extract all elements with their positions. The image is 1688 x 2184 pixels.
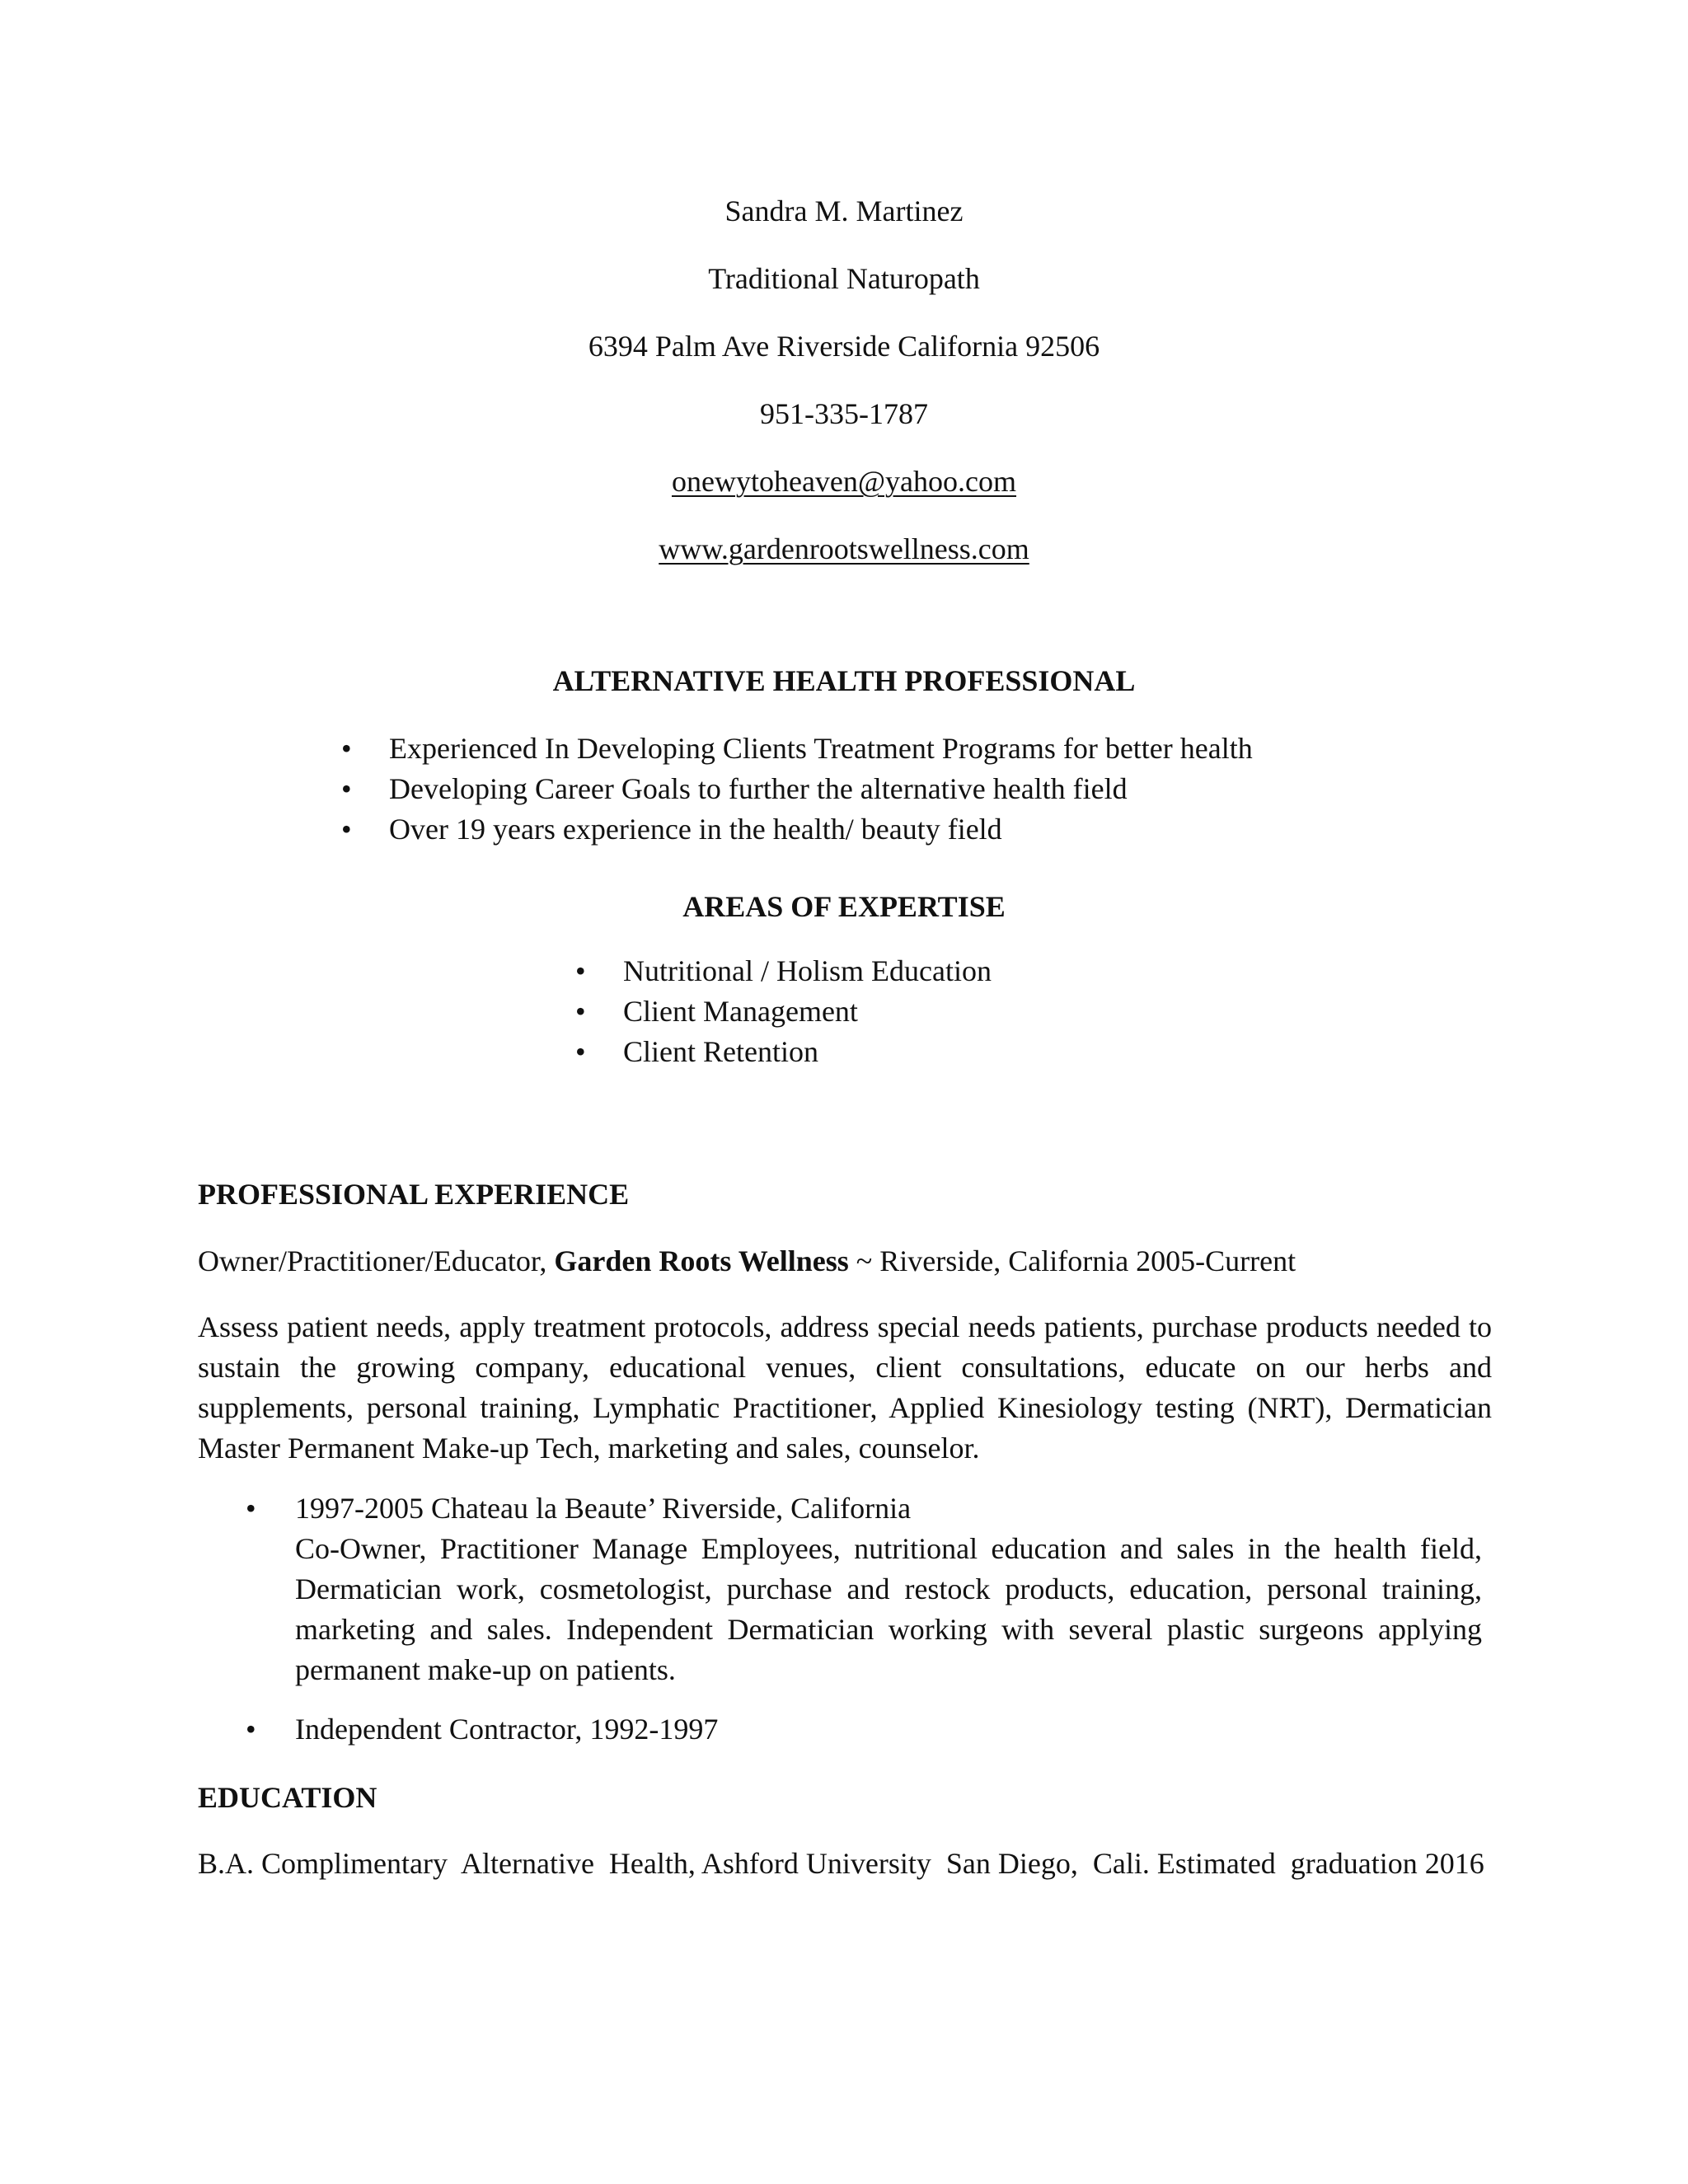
list-item <box>575 951 992 991</box>
expertise-heading: AREAS OF EXPERTISE <box>682 890 1006 923</box>
education-entry: B.A. Complimentary Alternative Health, Ashford University San Diego, Cali. Estimated graduation 2016 <box>198 1847 1484 1880</box>
list-item <box>575 1032 992 1072</box>
past-experience-list <box>246 1488 1482 1690</box>
summary-heading: ALTERNATIVE HEALTH PROFESSIONAL <box>552 664 1136 697</box>
summary-list <box>341 729 1253 850</box>
list-item <box>341 809 1253 850</box>
bullet-icon: • <box>341 732 352 765</box>
past-role-title: 1997-2005 Chateau la Beaute’ Riverside, California <box>295 1492 912 1525</box>
role-suffix: ~ Riverside, California 2005-Current <box>848 1244 1296 1277</box>
applicant-address: 6394 Palm Ave Riverside California 92506 <box>588 330 1100 363</box>
expertise-item-3: Client Retention <box>623 1035 818 1068</box>
list-item <box>575 991 992 1032</box>
expertise-item-1: Nutritional / Holism Education <box>623 954 992 987</box>
contact-header <box>0 191 1688 597</box>
website-link[interactable]: www.gardenrootswellness.com <box>659 532 1029 565</box>
expertise-item-2: Client Management <box>623 995 858 1028</box>
bullet-icon: • <box>575 995 586 1028</box>
website-line <box>0 529 1688 597</box>
list-item <box>246 1709 1482 1750</box>
list-item <box>341 729 1253 769</box>
list-item <box>341 769 1253 809</box>
bullet-icon: • <box>246 1492 256 1525</box>
email-link[interactable]: onewytoheaven@yahoo.com <box>671 465 1017 498</box>
past-role-body: Co-Owner, Practitioner Manage Employees, nutritional education and sales in the health field, Dermatician work, cosmetologist, purchase and restock products, education, personal training, marketing and sales. Independent Dermatician working with several plastic surgeons applying permanent make-up on patients. <box>295 1532 1482 1686</box>
bullet-icon: • <box>575 1035 586 1068</box>
summary-item-3: Over 19 years experience in the health/ beauty field <box>389 813 1002 846</box>
email-line <box>0 462 1688 529</box>
bullet-icon: • <box>575 954 586 987</box>
current-role <box>198 1241 1484 1282</box>
company-name: Garden Roots Wellness <box>554 1244 849 1277</box>
summary-item-2: Developing Career Goals to further the alternative health field <box>389 772 1128 805</box>
contractor-list <box>246 1709 1482 1750</box>
applicant-phone: 951-335-1787 <box>760 397 928 430</box>
applicant-name: Sandra M. Martinez <box>724 194 964 227</box>
current-role-description: Assess patient needs, apply treatment protocols, address special needs patients, purchase products needed to sustain the growing company, educational venues, client consultations, educate on our herbs and supplements, personal training, Lymphatic Practitioner, Applied Kinesiology testing (NRT), Dermatician Master Permanent Make-up Tech, marketing and sales, counselor. <box>198 1310 1492 1465</box>
education-heading: EDUCATION <box>198 1781 377 1814</box>
experience-heading: PROFESSIONAL EXPERIENCE <box>198 1178 630 1211</box>
summary-item-1: Experienced In Developing Clients Treatment Programs for better health <box>389 732 1253 765</box>
bullet-icon: • <box>341 813 352 846</box>
list-item <box>246 1488 1482 1690</box>
role-prefix: Owner/Practitioner/Educator, <box>198 1244 555 1277</box>
bullet-icon: • <box>341 772 352 805</box>
contractor-title: Independent Contractor, 1992-1997 <box>295 1713 719 1746</box>
expertise-list <box>575 951 992 1072</box>
applicant-title: Traditional Naturopath <box>708 262 980 295</box>
bullet-icon: • <box>246 1713 256 1746</box>
